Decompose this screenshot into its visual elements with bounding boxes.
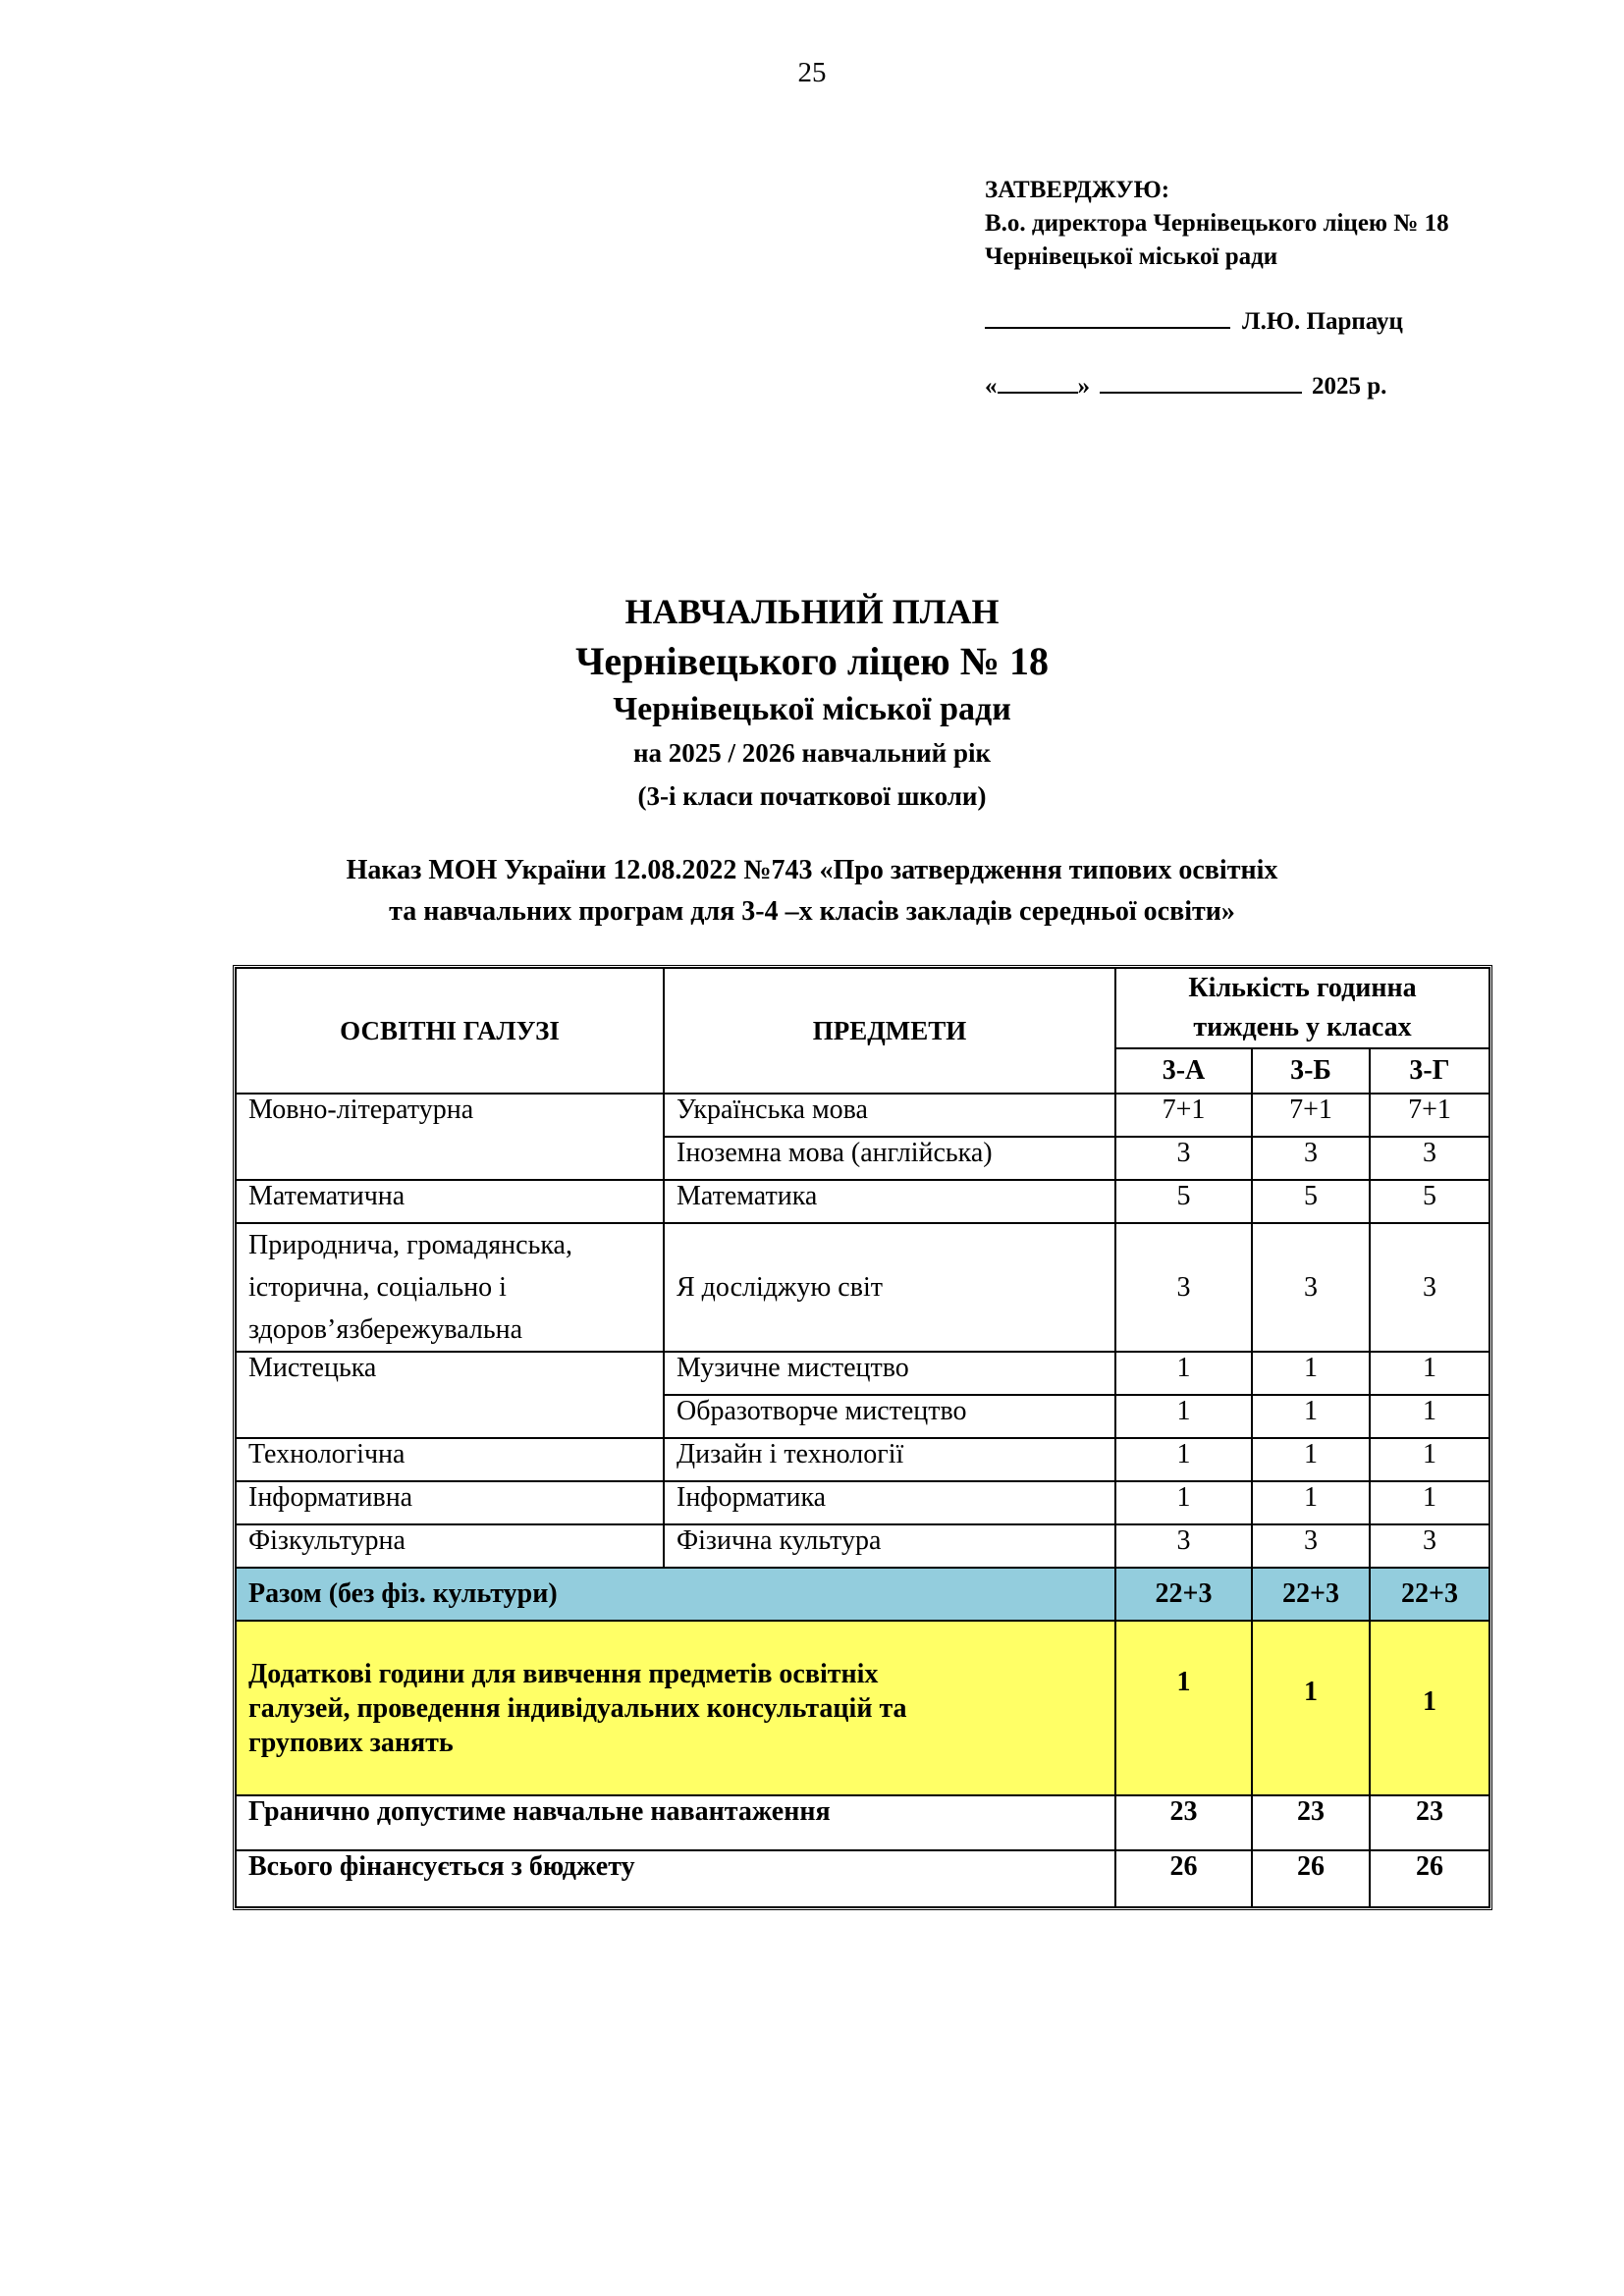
limit-cell: 23 [1252,1795,1370,1850]
table-row [236,1481,1489,1524]
title-line3: Чернівецької міської ради [613,691,1011,727]
title-line1: НАВЧАЛЬНИЙ ПЛАН [624,592,1000,631]
area-cell: Мистецька [236,1352,664,1438]
header-class: 3-Б [1252,1048,1370,1094]
hours-cell: 1 [1252,1481,1370,1524]
hours-cell: 1 [1115,1352,1252,1395]
sum-cell: 22+3 [1252,1568,1370,1621]
table-row [236,1438,1489,1481]
order-line2: та навчальних програм для 3-4 –х класів закладів середньої освіти» [389,896,1235,927]
table-row [236,1223,1489,1352]
area-cell: Фізкультурна [236,1524,664,1568]
approval-position-line1: В.о. директора Чернівецького ліцею № 18 [985,210,1449,237]
subject-cell: Іноземна мова (англійська) [664,1137,1115,1180]
sum-cell: 22+3 [1115,1568,1252,1621]
hours-cell: 1 [1115,1481,1252,1524]
area-cell [236,1223,664,1352]
limit-label: Гранично допустиме навчальне навантаження [236,1795,1115,1850]
header-hours-line2: тиждень у класах [1193,1012,1412,1042]
extra-hours-cell: 1 [1370,1621,1489,1795]
subject-cell: Образотворче мистецтво [664,1395,1115,1438]
signature-line [985,303,1449,339]
approval-position-line2: Чернівецької міської ради [985,243,1278,270]
subject-cell: Я досліджую світ [664,1223,1115,1352]
header-class: 3-Г [1370,1048,1489,1094]
budget-cell: 26 [1252,1850,1370,1907]
budget-cell: 26 [1370,1850,1489,1907]
hours-cell: 5 [1370,1180,1489,1223]
extra-hours-cell: 1 [1115,1621,1252,1795]
header-hours [1115,968,1489,1048]
table-row [236,1094,1489,1137]
area-cell: Інформативна [236,1481,664,1524]
sum-row [236,1568,1489,1621]
extra-hours-label [236,1621,1115,1795]
subject-cell: Фізична культура [664,1524,1115,1568]
month-blank [1100,368,1302,394]
hours-cell: 3 [1115,1223,1252,1352]
hours-cell: 1 [1370,1481,1489,1524]
hours-cell: 1 [1115,1395,1252,1438]
hours-cell: 3 [1370,1524,1489,1568]
subject-cell: Інформатика [664,1481,1115,1524]
signature-blank [985,303,1230,329]
area-line: Природнича, громадянська, [248,1230,572,1260]
hours-cell: 1 [1252,1438,1370,1481]
area-line: здоров’язбережувальна [248,1314,523,1345]
title-line2: Чернівецького ліцею № 18 [575,639,1049,683]
page-number: 25 [797,57,827,88]
budget-cell: 26 [1115,1850,1252,1907]
approval-heading: ЗАТВЕРДЖУЮ: [985,177,1170,203]
extra-hours-row [236,1621,1489,1795]
header-subjects: ПРЕДМЕТИ [664,968,1115,1094]
hours-cell: 3 [1252,1137,1370,1180]
extra-hours-cell: 1 [1252,1621,1370,1795]
hours-cell: 1 [1115,1438,1252,1481]
hours-cell: 3 [1115,1137,1252,1180]
subject-cell: Музичне мистецтво [664,1352,1115,1395]
hours-cell: 3 [1252,1524,1370,1568]
hours-cell: 1 [1252,1352,1370,1395]
subject-cell: Математика [664,1180,1115,1223]
date-open-quote: « [985,373,998,400]
limit-cell: 23 [1115,1795,1252,1850]
header-hours-line1: Кількість годинна [1188,973,1417,1003]
extra-label-line: галузей, проведення індивідуальних консультацій та [248,1692,907,1724]
title-line4: на 2025 / 2026 навчальний рік [632,738,992,768]
header-class: 3-А [1115,1048,1252,1094]
limit-row [236,1795,1489,1850]
header-areas: ОСВІТНІ ГАЛУЗІ [236,968,664,1094]
hours-cell: 3 [1115,1524,1252,1568]
order-line1: Наказ МОН України 12.08.2022 №743 «Про затвердження типових освітніх [346,855,1278,885]
subject-cell: Дизайн і технології [664,1438,1115,1481]
hours-cell: 1 [1370,1395,1489,1438]
limit-cell: 23 [1370,1795,1489,1850]
hours-cell: 3 [1370,1137,1489,1180]
hours-cell: 1 [1370,1438,1489,1481]
budget-row [236,1850,1489,1907]
curriculum-table [233,965,1492,1910]
hours-cell: 3 [1370,1223,1489,1352]
title-line5: (3-і класи початкової школи) [637,781,987,811]
area-cell: Математична [236,1180,664,1223]
day-blank [998,368,1078,394]
order-reference [0,850,1624,933]
subject-cell: Українська мова [664,1094,1115,1137]
extra-label-line: Додаткові години для вивчення предметів освітніх [248,1658,879,1689]
signer-name: Л.Ю. Парпауц [1242,308,1403,335]
area-line: історична, соціально і [248,1272,507,1303]
date-year: 2025 р. [1312,373,1387,400]
date-line [985,368,1449,403]
hours-cell: 5 [1252,1180,1370,1223]
sum-cell: 22+3 [1370,1568,1489,1621]
extra-label-line: групових занять [248,1727,454,1758]
document-title [0,587,1624,819]
table-row [236,1352,1489,1395]
hours-cell: 1 [1370,1352,1489,1395]
hours-cell: 1 [1252,1395,1370,1438]
hours-cell: 5 [1115,1180,1252,1223]
table-row [236,1180,1489,1223]
hours-cell: 7+1 [1115,1094,1252,1137]
hours-cell: 7+1 [1252,1094,1370,1137]
approval-block [985,174,1449,403]
area-cell: Мовно-літературна [236,1094,664,1180]
hours-cell: 7+1 [1370,1094,1489,1137]
hours-cell: 3 [1252,1223,1370,1352]
table-row [236,1524,1489,1568]
area-cell: Технологічна [236,1438,664,1481]
date-close-quote: » [1077,373,1090,400]
budget-label: Всього фінансується з бюджету [236,1850,1115,1907]
sum-label: Разом (без фіз. культури) [236,1568,1115,1621]
